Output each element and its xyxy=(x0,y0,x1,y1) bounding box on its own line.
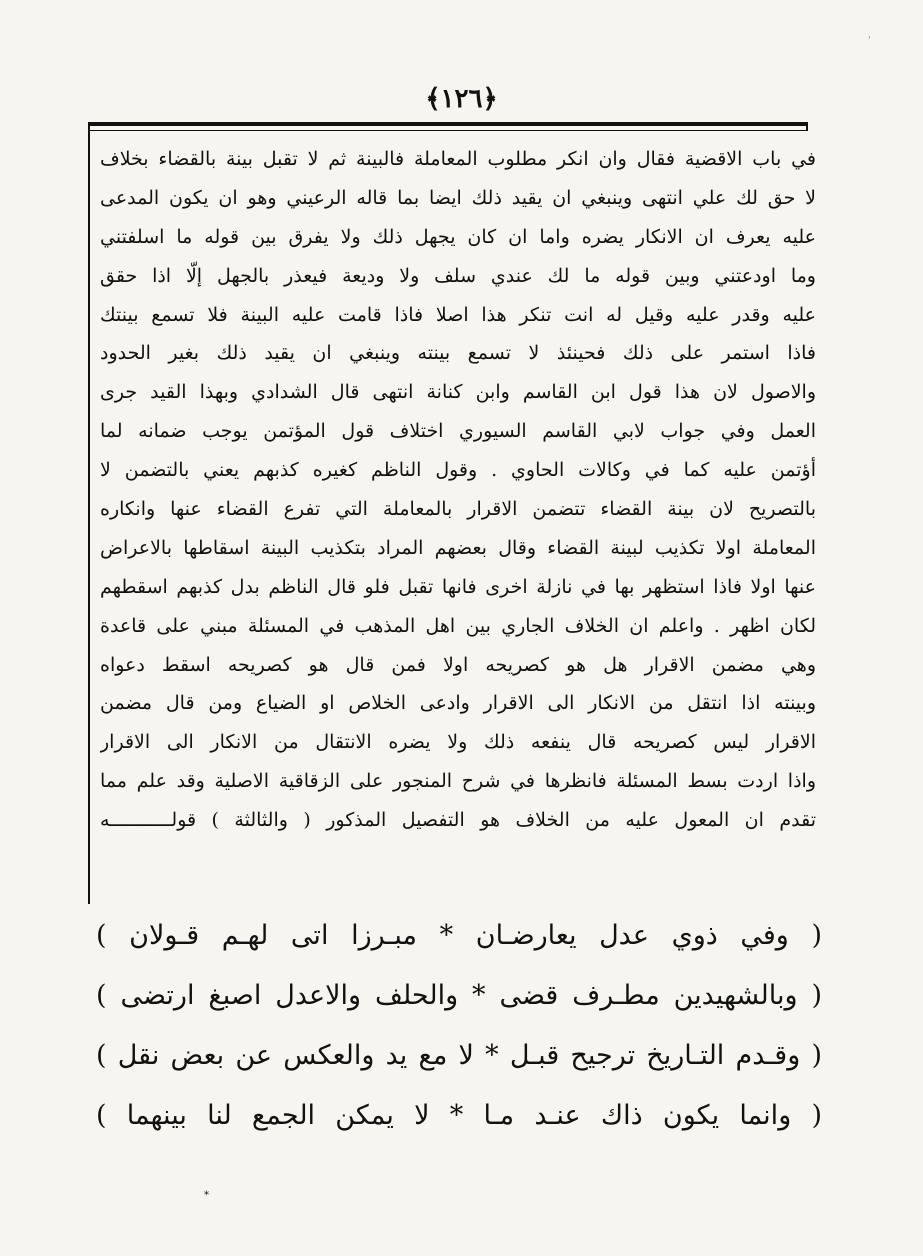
prose-line: بالتصريح لان بينة القضاء تتضمن الاقرار بالمعاملة التي تفرع القضاء عنها وانكاره xyxy=(100,498,816,521)
prose-line: وهي مضمن الاقرار هل هو كصريحه اولا فمن قال هو كصريحه اسقط دعواه xyxy=(100,653,816,676)
verse-line: ( وقـدم التـاريخ ترجيح قبـل * لا مع يد والعكس عن بعض نقل ) xyxy=(96,1040,822,1071)
margin-speck: ' xyxy=(868,36,871,46)
prose-line: تقدم ان المعول عليه من الخلاف هو التفصيل المذكور ( والثالثة ) قولـــــــــــه xyxy=(100,809,816,832)
prose-line: لكان اظهر . واعلم ان الخلاف الجاري بين اهل المذهب في المسئلة مبني على قاعدة xyxy=(100,614,816,637)
verse-line: ( وفي ذوي عدل يعارضـان * مبـرزا اتى لهـم قـولان ) xyxy=(96,920,822,951)
prose-line: وبينته اذا انتقل من الانكار الى الاقرار وادعى الخلاص او الضياع ومن قال مضمن xyxy=(100,692,816,715)
prose-line: المعاملة اولا تكذيب لبينة القضاء وقال بعضهم المراد بتكذيب البينة اسقاطها بالاعراض xyxy=(100,536,816,559)
prose-line: واذا اردت بسط المسئلة فانظرها في شرح المنجور على الزقاقية الاصلية وقد علم مما xyxy=(100,770,816,793)
prose-line: فاذا استمر على ذلك فحينئذ لا تسمع بينته وينبغي ان يقيد ذلك بغير الحدود xyxy=(100,342,816,365)
header-rule-thin xyxy=(88,130,808,131)
frame-left-rule xyxy=(88,124,98,904)
prose-line: العمل وفي جواب لابي القاسم السيوري اختلاف قول المؤتمن يوجب ضمانه لما xyxy=(100,420,816,443)
prose-body xyxy=(100,140,816,840)
prose-line: وما اودعتني وبين قوله ما لك عندي سلف ولا وديعة فيعذر بالجهل إلّا اذا حقق xyxy=(100,264,816,287)
verse-line: ( وبالشهيدين مطـرف قضى * والحلف والاعدل اصبغ ارتضى ) xyxy=(96,980,822,1011)
prose-line: في باب الاقضية فقال وان انكر مطلوب المعاملة فالبينة ثم لا تقبل بينة بالقضاء بخلاف xyxy=(100,148,816,170)
prose-line: عليه وقدر عليه وقيل له انت تنكر هذا اصلا فاذا قامت عليه البينة فلا تسمع بينتك xyxy=(100,303,816,326)
prose-line: والاصول لان هذا قول ابن القاسم وابن كنانة انتهى قال الشدادي وبهذا القيد جرى xyxy=(100,381,816,404)
prose-line: لا حق لك علي انتهى وينبغي ان يقيد ذلك ايضا بما قاله الرعيني وهو ان يكون المدعى xyxy=(100,186,816,209)
footer-mark: * xyxy=(204,1190,209,1201)
prose-line: الاقرار ليس كصريحه قال ينفعه ذلك ولا يضره الانتقال من الانكار الى الاقرار xyxy=(100,731,816,754)
frame-right-tick xyxy=(806,124,808,130)
verse-block xyxy=(96,906,822,1146)
page-number: ﴾١٢٦﴿ xyxy=(425,84,498,114)
prose-line: عليه يعرف ان الانكار يضره واما ان كان يجهل ذلك ولا يفرق بين قوله ما اسلفتني xyxy=(100,225,816,248)
prose-line: أؤتمن عليه كما في وكالات الحاوي . وقول الناظم كغيره كذبهم يعني بالتضمن لا xyxy=(100,459,816,482)
header-rule xyxy=(88,122,808,126)
verse-line: ( وانما يكون ذاك عنـد مـا * لا يمكن الجمع لنا بينهما ) xyxy=(96,1100,822,1131)
prose-line: عنها اولا فاذا استظهر بها في نازلة اخرى فانها تقبل فلو قال الناظم بدل كذبهم اسقطهم xyxy=(100,575,816,598)
